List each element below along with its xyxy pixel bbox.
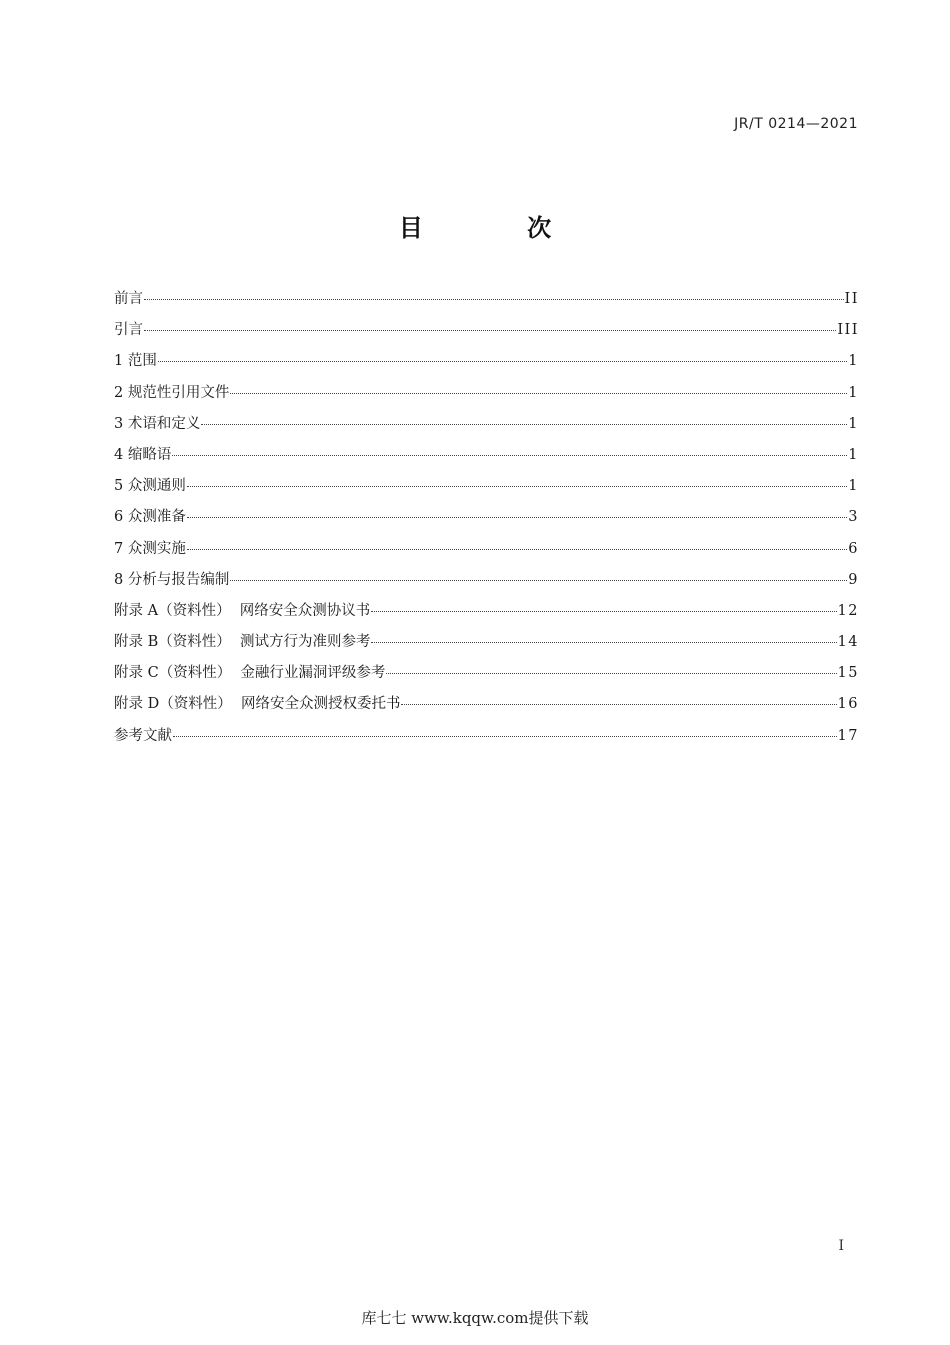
toc-entry-label: 4 缩略语	[114, 446, 172, 463]
toc-entry[interactable]	[114, 662, 859, 693]
toc-entry-page: III	[837, 322, 859, 339]
toc-entry-page: 1	[848, 384, 859, 401]
toc-entry-page: 1	[848, 415, 859, 432]
toc-dot-leader	[230, 579, 847, 581]
toc-entry-page: 1	[848, 353, 859, 370]
toc-dot-leader	[173, 735, 837, 737]
toc-entry-label: 引言	[114, 322, 143, 339]
toc-dot-leader	[144, 298, 844, 300]
toc-entry-page: 12	[837, 602, 859, 619]
toc-entry-page: 3	[848, 509, 859, 526]
toc-dot-leader	[201, 423, 847, 425]
toc-entry[interactable]	[114, 413, 859, 444]
toc-dot-leader	[230, 392, 847, 394]
toc-list	[114, 288, 859, 756]
toc-entry-label: 参考文献	[114, 727, 172, 744]
toc-entry[interactable]	[114, 569, 859, 600]
toc-dot-leader	[144, 329, 836, 331]
toc-dot-leader	[172, 454, 847, 456]
toc-entry[interactable]	[114, 725, 859, 756]
toc-entry-page: 6	[848, 540, 859, 557]
toc-entry[interactable]	[114, 475, 859, 506]
page-number: I	[838, 1238, 844, 1254]
toc-entry-page: 14	[837, 634, 859, 651]
toc-entry-label: 7 众测实施	[114, 540, 186, 557]
toc-dot-leader	[158, 360, 847, 362]
toc-dot-leader	[187, 485, 847, 487]
toc-entry[interactable]	[114, 631, 859, 662]
toc-entry[interactable]	[114, 538, 859, 569]
document-code: JR/T 0214—2021	[734, 116, 858, 132]
toc-dot-leader	[371, 641, 836, 643]
toc-dot-leader	[401, 703, 836, 705]
toc-dot-leader	[386, 672, 836, 674]
toc-entry-page: 9	[848, 571, 859, 588]
toc-entry-page: 17	[837, 727, 859, 744]
toc-entry[interactable]	[114, 600, 859, 631]
toc-entry-label: 5 众测通则	[114, 478, 186, 495]
toc-entry[interactable]	[114, 506, 859, 537]
toc-entry[interactable]	[114, 693, 859, 724]
toc-entry-page: 15	[837, 665, 859, 682]
toc-entry-page: 1	[848, 478, 859, 495]
toc-dot-leader	[371, 610, 836, 612]
toc-entry-label: 附录 C（资料性） 金融行业漏洞评级参考	[114, 665, 386, 682]
toc-entry-label: 1 范围	[114, 353, 157, 370]
toc-entry-label: 2 规范性引用文件	[114, 384, 230, 401]
toc-entry-label: 前言	[114, 291, 143, 307]
toc-entry-page: II	[844, 291, 859, 307]
toc-entry[interactable]	[114, 444, 859, 475]
toc-entry-label: 3 术语和定义	[114, 415, 201, 432]
toc-title: 目 次	[398, 214, 600, 242]
toc-entry-label: 8 分析与报告编制	[114, 571, 230, 588]
toc-entry[interactable]	[114, 319, 859, 350]
toc-dot-leader	[187, 516, 847, 518]
toc-entry[interactable]	[114, 350, 859, 381]
toc-entry-label: 附录 A（资料性） 网络安全众测协议书	[114, 602, 371, 619]
toc-entry-label: 6 众测准备	[114, 509, 186, 526]
toc-entry[interactable]	[114, 288, 859, 319]
toc-entry-label: 附录 B（资料性） 测试方行为准则参考	[114, 634, 371, 651]
toc-entry-page: 1	[848, 446, 859, 463]
toc-entry[interactable]	[114, 382, 859, 413]
download-footer-note: 库七七 www.kqqw.com提供下载	[361, 1309, 589, 1327]
toc-entry-label: 附录 D（资料性） 网络安全众测授权委托书	[114, 696, 401, 713]
toc-dot-leader	[187, 548, 847, 550]
toc-entry-page: 16	[837, 696, 859, 713]
